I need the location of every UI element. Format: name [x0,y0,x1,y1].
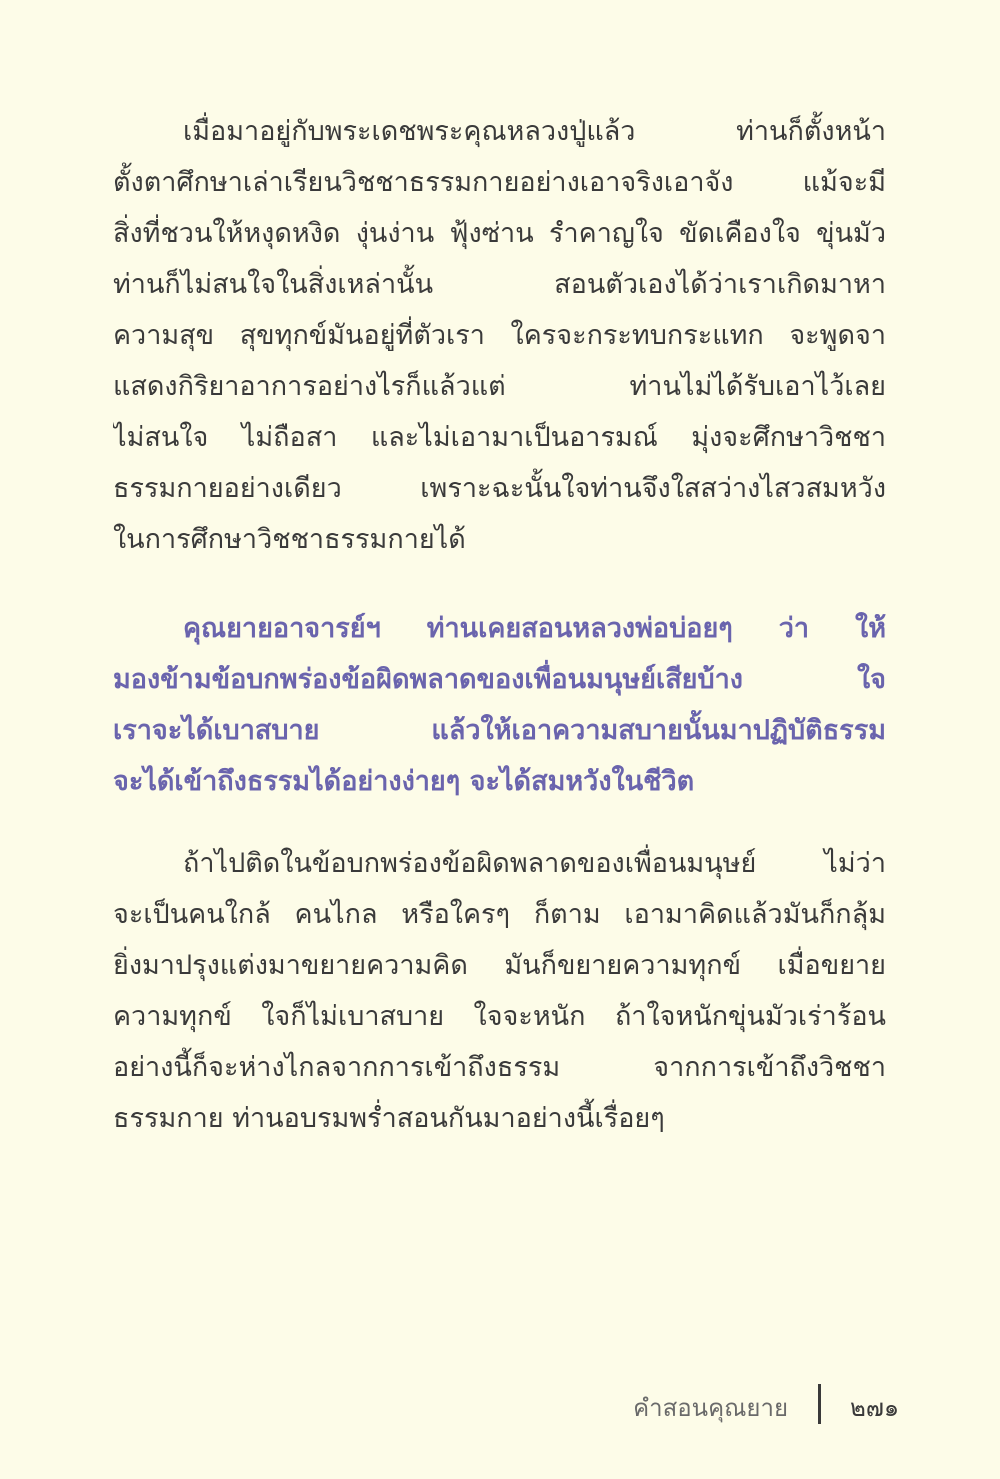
text-line: ในการศึกษาวิชชาธรรมกายได้ [113,524,466,555]
quote-line: จะได้เข้าถึงธรรมได้อย่างง่ายๆ จะได้สมหวังในชีวิต [113,766,695,797]
paragraph-3 [113,838,886,1144]
quote-line: คุณยายอาจารย์ฯ ท่านเคยสอนหลวงพ่อบ่อยๆ ว่า ให้ [183,613,886,644]
text-line: ความทุกข์ ใจก็ไม่เบาสบาย ใจจะหนัก ถ้าใจหนักขุ่นมัวเร่าร้อน [113,1001,886,1032]
text-line: แสดงกิริยาอาการอย่างไรก็แล้วแต่ ท่านไม่ได้รับเอาไว้เลย [113,371,886,402]
page-number: ๒๗๑ [850,1394,900,1422]
text-line: อย่างนี้ก็จะห่างไกลจากการเข้าถึงธรรม จากการเข้าถึงวิชชา [113,1052,886,1083]
text-line: ความสุข สุขทุกข์มันอยู่ที่ตัวเรา ใครจะกระทบกระแทก จะพูดจา [113,320,886,351]
text-line: ยิ่งมาปรุงแต่งมาขยายความคิด มันก็ขยายความทุกข์ เมื่อขยาย [113,950,886,981]
book-title: คำสอนคุณยาย [633,1394,788,1422]
footer-divider [818,1384,821,1424]
text-line: ตั้งตาศึกษาเล่าเรียนวิชชาธรรมกายอย่างเอาจริงเอาจัง แม้จะมี [113,167,886,198]
text-line: ไม่สนใจ ไม่ถือสา และไม่เอามาเป็นอารมณ์ มุ่งจะศึกษาวิชชา [113,422,886,453]
quote-line: เราจะได้เบาสบาย แล้วให้เอาความสบายนั้นมาปฏิบัติธรรม [113,715,886,746]
page-footer [600,1382,900,1432]
text-line: ถ้าไปติดในข้อบกพร่องข้อผิดพลาดของเพื่อนมนุษย์ ไม่ว่า [183,848,886,879]
text-line: ธรรมกายอย่างเดียว เพราะฉะนั้นใจท่านจึงใสสว่างไสวสมหวัง [113,473,886,504]
text-line: เมื่อมาอยู่กับพระเดชพระคุณหลวงปู่แล้ว ท่านก็ตั้งหน้า [183,116,886,147]
text-line: ท่านก็ไม่สนใจในสิ่งเหล่านั้น สอนตัวเองได้ว่าเราเกิดมาหา [113,269,886,300]
highlighted-quote-paragraph [113,603,886,807]
text-line: สิ่งที่ชวนให้หงุดหงิด งุ่นง่าน ฟุ้งซ่าน รำคาญใจ ขัดเคืองใจ ขุ่นมัว [113,218,886,249]
quote-line: มองข้ามข้อบกพร่องข้อผิดพลาดของเพื่อนมนุษย์เสียบ้าง ใจ [113,664,886,695]
paragraph-1 [113,106,886,565]
text-line: ธรรมกาย ท่านอบรมพร่ำสอนกันมาอย่างนี้เรื่อยๆ [113,1103,665,1134]
text-line: จะเป็นคนใกล้ คนไกล หรือใครๆ ก็ตาม เอามาคิดแล้วมันก็กลุ้ม [113,899,886,930]
